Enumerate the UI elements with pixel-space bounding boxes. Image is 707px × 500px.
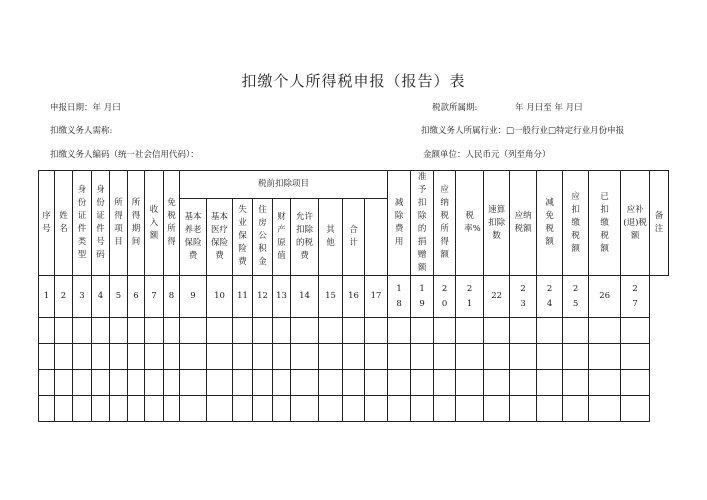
- header-pension: 基本养老保险费: [180, 198, 207, 275]
- colnum-22: 22: [484, 276, 510, 318]
- header-withheld: 已扣缴税额: [589, 171, 621, 276]
- header-name: 姓名: [55, 171, 73, 276]
- colnum-21: 21: [456, 276, 484, 318]
- colnum-14: 14: [291, 276, 319, 318]
- header-property: 财产原值: [273, 198, 291, 275]
- colnum-26: 26: [589, 276, 621, 318]
- withholder-name: 扣缴义务人需称:: [50, 126, 113, 136]
- header-allowed-tax: 允许扣除的税费: [291, 198, 319, 275]
- tax-report-table: [38, 170, 669, 422]
- header-rate: 税率%: [456, 171, 484, 276]
- header-refund: 应补(退)税额: [621, 171, 650, 276]
- header-deduction: 减除费用: [388, 171, 411, 276]
- colnum-20: 20: [434, 276, 456, 318]
- header-remarks: 备注: [650, 171, 669, 276]
- colnum-27: 27: [621, 276, 650, 318]
- table-row: [39, 344, 669, 370]
- currency-unit: 金额单位：人民币元（列至角分）: [423, 150, 551, 160]
- header-income-item: 所得项目: [110, 171, 128, 276]
- colnum-12: 12: [253, 276, 273, 318]
- header-taxable: 应纳税所得额: [434, 171, 456, 276]
- header-income: 收入额: [145, 171, 164, 276]
- report-date: 申报日期：年 月曰: [50, 103, 121, 113]
- colnum-6: 6: [128, 276, 145, 318]
- header-housing: 住房公积金: [253, 198, 273, 275]
- header-exempt: 免税所得: [164, 171, 180, 276]
- header-id-no: 身份证件号码: [92, 171, 110, 276]
- colnum-4: 4: [92, 276, 110, 318]
- colnum-9: 9: [180, 276, 207, 318]
- colnum-16: 16: [343, 276, 365, 318]
- column-number-row: [39, 276, 669, 318]
- header-donation: 准予扣除的捐赠额: [411, 171, 434, 276]
- tax-period-label: 税款所属期:: [432, 103, 478, 113]
- header-unemployment: 失业保险费: [233, 198, 253, 275]
- header-id-type: 身份证件类型: [73, 171, 92, 276]
- colnum-8: 8: [164, 276, 180, 318]
- header-other: 其他: [319, 198, 343, 275]
- header-seq: 序号: [39, 171, 55, 276]
- table-row: [39, 396, 669, 422]
- colnum-2: 2: [55, 276, 73, 318]
- header-total: 合计: [343, 198, 365, 275]
- withholder-code: 扣缴义务人编码（统一社会信用代码）：: [50, 150, 199, 160]
- table-row: [39, 370, 669, 396]
- tax-period-value: 年 月曰至 年 月曰: [515, 103, 583, 113]
- colnum-24: 24: [537, 276, 563, 318]
- header-tax-due: 应纳税额: [510, 171, 537, 276]
- header-income-period: 所得期间: [128, 171, 145, 276]
- colnum-18: 18: [388, 276, 411, 318]
- colnum-10: 10: [207, 276, 233, 318]
- colnum-11: 11: [233, 276, 253, 318]
- colnum-3: 3: [73, 276, 92, 318]
- colnum-7: 7: [145, 276, 164, 318]
- header-pretax-deductions: 税前扣除项目: [180, 171, 388, 199]
- form-title: 扣缴个人所得税申报（报告）表: [241, 72, 466, 90]
- colnum-19: 19: [411, 276, 434, 318]
- withholder-industry: 扣缴义务人所属行业：□一般行业□特定行业月份申报: [421, 126, 625, 136]
- colnum-15: 15: [319, 276, 343, 318]
- header-relief: 减免税额: [537, 171, 563, 276]
- colnum-23: 23: [510, 276, 537, 318]
- header-medical: 基本医疗保险费: [207, 198, 233, 275]
- colnum-25: 25: [563, 276, 589, 318]
- colnum-5: 5: [110, 276, 128, 318]
- table-row: [39, 318, 669, 344]
- header-quick: 速算扣除数: [484, 171, 510, 276]
- colnum-13: 13: [273, 276, 291, 318]
- header-withholding: 应扣缴税额: [563, 171, 589, 276]
- colnum-17: 17: [365, 276, 388, 318]
- colnum-1: 1: [39, 276, 55, 318]
